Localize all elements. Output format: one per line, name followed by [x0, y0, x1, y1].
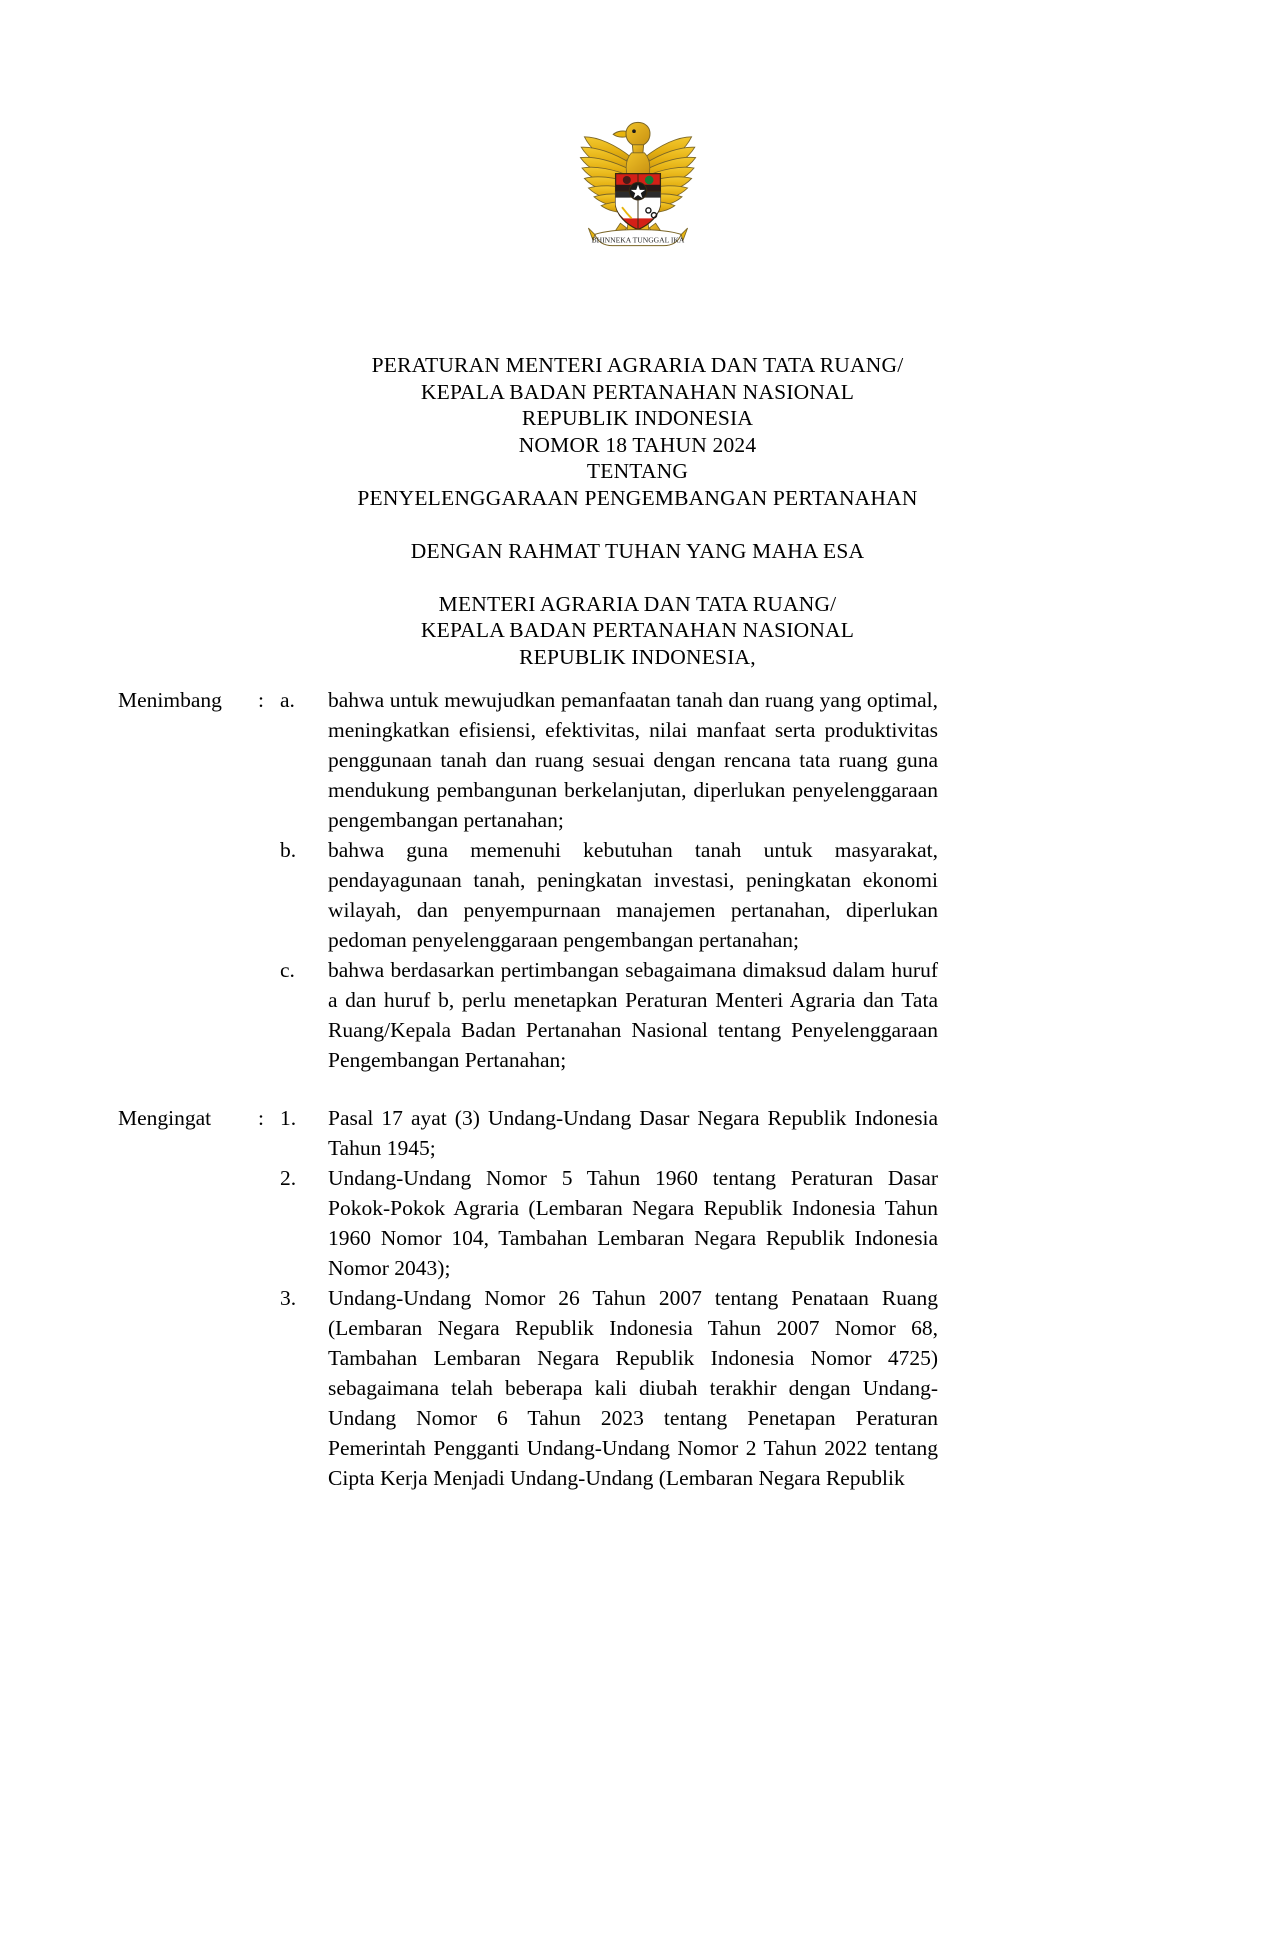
emblem-container [0, 108, 1275, 260]
item-text: bahwa untuk mewujudkan pemanfaatan tanah dan ruang yang optimal, meningkatkan efisiensi, efektivitas, nilai manfaat serta produktivitas penggunaan tanah dan ruang sesuai dengan rencana tata ruang guna mendukung pembangunan berkelanjutan, diperlukan penyelenggaraan pengembangan pertanahan; [328, 688, 938, 832]
motto-text: BHINNEKA TUNGGAL IKA [591, 235, 684, 245]
authority-line-3: REPUBLIK INDONESIA, [519, 644, 756, 669]
mengingat-items [280, 1103, 938, 1493]
spacer-1 [0, 511, 1275, 538]
mengingat-colon: : [258, 1106, 264, 1130]
item-marker: 3. [280, 1286, 297, 1310]
clauses-container [0, 685, 1275, 1493]
motto-ribbon [588, 228, 687, 246]
title-block [0, 352, 1275, 670]
title-number: NOMOR 18 TAHUN 2024 [518, 432, 757, 457]
mengingat-label: Mengingat [118, 1106, 212, 1130]
title-subject: PENYELENGGARAAN PENGEMBANGAN PERTANAHAN [357, 485, 918, 510]
list-item [280, 1163, 938, 1283]
spacer-2 [0, 564, 1275, 591]
item-marker: 1. [280, 1106, 297, 1130]
item-text: Pasal 17 ayat (3) Undang-Undang Dasar Negara Republik Indonesia Tahun 1945; [328, 1106, 938, 1160]
title-line-3: REPUBLIK INDONESIA [521, 406, 754, 430]
menimbang-items [280, 685, 938, 1075]
title-tentang: TENTANG [586, 459, 689, 483]
mengingat-section [118, 1103, 938, 1493]
garuda-pancasila-icon [558, 108, 718, 260]
title-line-1: PERATURAN MENTERI AGRARIA DAN TATA RUANG/ [371, 353, 904, 377]
authority-line-2: KEPALA BADAN PERTANAHAN NASIONAL [420, 618, 855, 642]
item-text: bahwa berdasarkan pertimbangan sebagaimana dimaksud dalam huruf a dan huruf b, perlu menetapkan Peraturan Menteri Agraria dan Tata Ruang/Kepala Badan Pertanahan Nasional tentang Penyelenggaraan Pengembangan Pertanahan; [328, 958, 938, 1072]
menimbang-label: Menimbang [118, 688, 222, 712]
item-marker: c. [280, 958, 295, 982]
list-item [280, 1283, 938, 1493]
list-item [280, 955, 938, 1075]
list-item [280, 835, 938, 955]
blessing-line: DENGAN RAHMAT TUHAN YANG MAHA ESA [410, 538, 865, 563]
list-item [280, 685, 938, 835]
authority-line-1: MENTERI AGRARIA DAN TATA RUANG/ [438, 591, 837, 616]
pancasila-shield-icon [615, 174, 660, 230]
item-text: Undang-Undang Nomor 5 Tahun 1960 tentang Peraturan Dasar Pokok-Pokok Agraria (Lembaran Negara Republik Indonesia Tahun 1960 Nomor 104, Tambahan Lembaran Negara Republik Indonesia Nomor 2043); [328, 1166, 938, 1280]
item-text: bahwa guna memenuhi kebutuhan tanah untuk masyarakat, pendayagunaan tanah, peningkatan investasi, peningkatan ekonomi wilayah, dan penyempurnaan manajemen pertanahan, diperlukan pedoman penyelenggaraan pengembangan pertanahan; [328, 838, 938, 952]
item-marker: 2. [280, 1166, 297, 1190]
menimbang-section [118, 685, 938, 1075]
menimbang-colon: : [258, 688, 264, 712]
list-item [280, 1103, 938, 1163]
title-line-2: KEPALA BADAN PERTANAHAN NASIONAL [420, 379, 855, 404]
item-marker: b. [280, 838, 297, 862]
item-text: Undang-Undang Nomor 26 Tahun 2007 tentang Penataan Ruang (Lembaran Negara Republik Indonesia Tahun 2007 Nomor 68, Tambahan Lembaran Negara Republik Indonesia Nomor 4725) sebagaimana telah beberapa kali diubah terakhir dengan Undang-Undang Nomor 6 Tahun 2023 tentang Penetapan Peraturan Pemerintah Pengganti Undang-Undang Nomor 2 Tahun 2022 tentang Cipta Kerja Menjadi Undang-Undang (Lembaran Negara Republik [328, 1286, 938, 1490]
item-marker: a. [280, 688, 295, 712]
